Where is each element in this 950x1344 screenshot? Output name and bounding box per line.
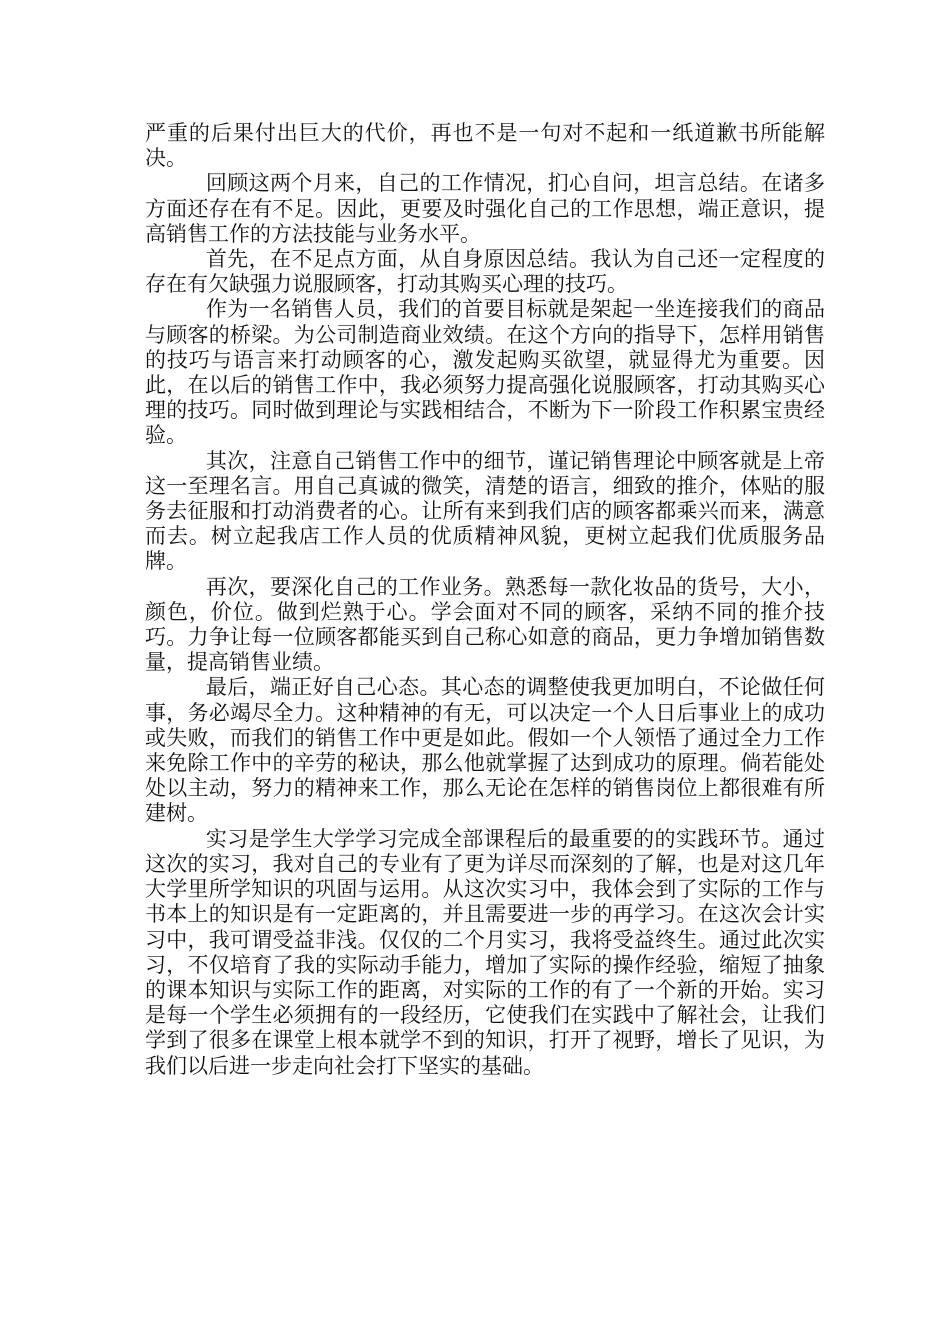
paragraph-first: 首先，在不足点方面，从自身原因总结。我认为自己还一定程度的存在有欠缺强力说服顾客，打动其购买心理的技巧。 xyxy=(145,247,825,297)
document-body xyxy=(145,121,825,1079)
paragraph-second: 其次，注意自己销售工作中的细节，谨记销售理论中顾客就是上帝这一至理名言。用自己真诚的微笑，清楚的语言，细致的推介，体贴的服务去征服和打动消费者的心。让所有来到我们店的顾客都乘兴而来，满意而去。树立起我店工作人员的优质精神风貌，更树立起我们优质服务品牌。 xyxy=(145,448,825,574)
paragraph-internship: 实习是学生大学学习完成全部课程后的最重要的的实践环节。通过这次的实习，我对自己的专业有了更为详尽而深刻的了解，也是对这几年大学里所学知识的巩固与运用。从这次实习中，我体会到了实际的工作与书本上的知识是有一定距离的，并且需要进一步的再学习。在这次会计实习中，我可谓受益非浅。仅仅的二个月实习，我将受益终生。通过此次实习，不仅培育了我的实际动手能力，增加了实际的操作经验，缩短了抽象的课本知识与实际工作的距离，对实际的工作的有了一个新的开始。实习是每一个学生必须拥有的一段经历，它使我们在实践中了解社会，让我们学到了很多在课堂上根本就学不到的知识，打开了视野，增长了见识，为我们以后进一步走向社会打下坚实的基础。 xyxy=(145,826,825,1078)
paragraph-third: 再次，要深化自己的工作业务。熟悉每一款化妆品的货号，大小，颜色，价位。做到烂熟于心。学会面对不同的顾客，采纳不同的推介技巧。力争让每一位顾客都能买到自己称心如意的商品，更力争增加销售数量，提高销售业绩。 xyxy=(145,574,825,675)
paragraph-last: 最后，端正好自己心态。其心态的调整使我更加明白，不论做任何事，务必竭尽全力。这种精神的有无，可以决定一个人日后事业上的成功或失败，而我们的销售工作中更是如此。假如一个人领悟了通过全力工作来免除工作中的辛劳的秘诀，那么他就掌握了达到成功的原理。倘若能处处以主动，努力的精神来工作，那么无论在怎样的销售岗位上都很难有所建树。 xyxy=(145,675,825,826)
paragraph-review: 回顾这两个月来，自己的工作情况，扪心自问，坦言总结。在诸多方面还存在有不足。因此，更要及时强化自己的工作思想，端正意识，提高销售工作的方法技能与业务水平。 xyxy=(145,171,825,246)
paragraph-sales-goal: 作为一名销售人员，我们的首要目标就是架起一坐连接我们的商品与顾客的桥梁。为公司制造商业效绩。在这个方向的指导下，怎样用销售的技巧与语言来打动顾客的心，激发起购买欲望，就显得尤为重要。因此，在以后的销售工作中，我必须努力提高强化说服顾客，打动其购买心理的技巧。同时做到理论与实践相结合，不断为下一阶段工作积累宝贵经验。 xyxy=(145,297,825,448)
paragraph-continuation: 严重的后果付出巨大的代价，再也不是一句对不起和一纸道歉书所能解决。 xyxy=(145,121,825,171)
